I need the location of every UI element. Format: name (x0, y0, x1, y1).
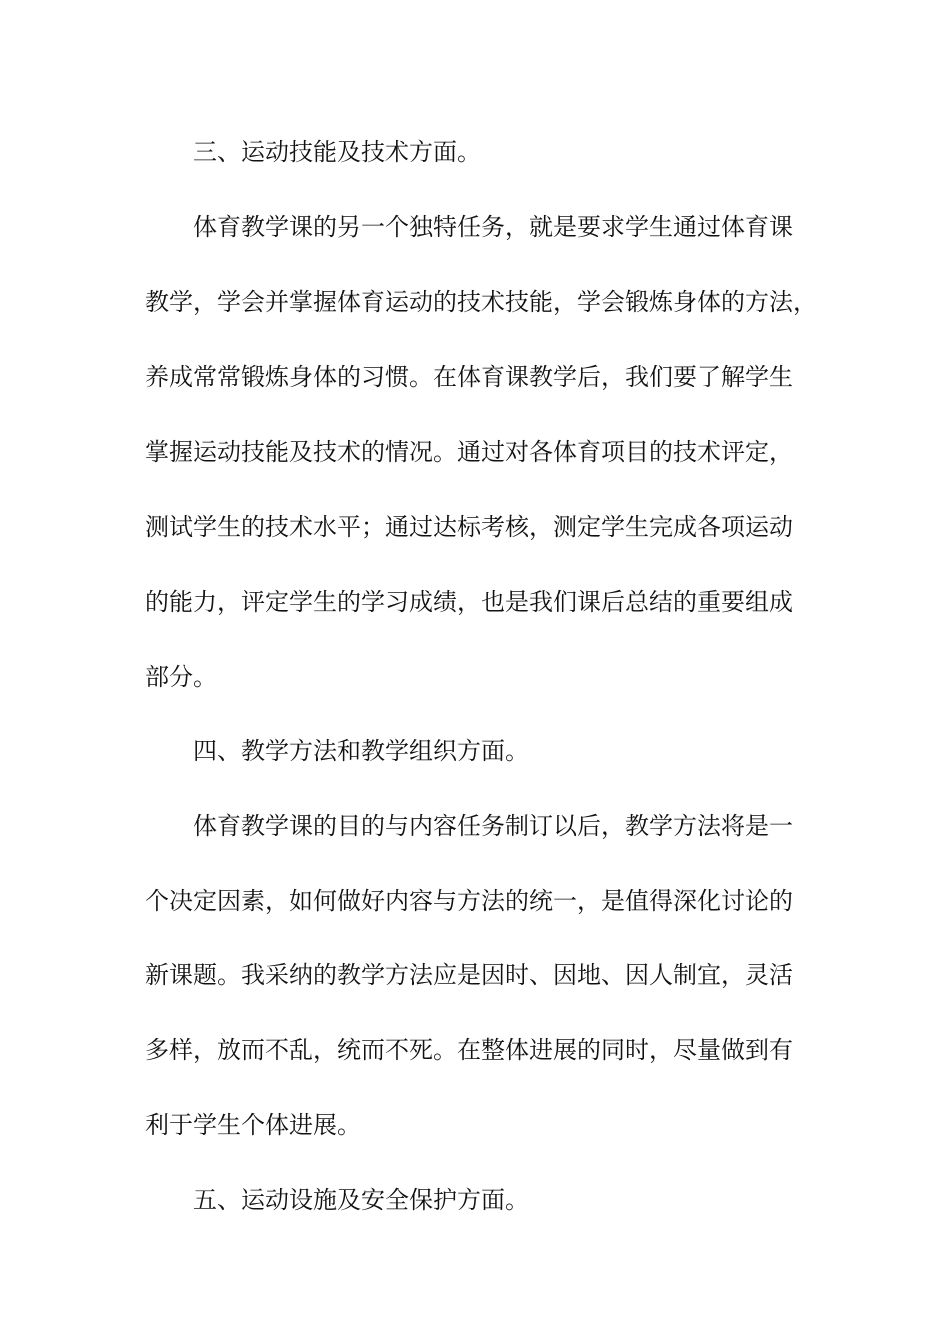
paragraph-line: 测试学生的技术水平；通过达标考核，测定学生完成各项运动 (145, 513, 793, 541)
paragraph-line: 养成常常锻炼身体的习惯。在体育课教学后，我们要了解学生 (145, 363, 793, 391)
paragraph-line: 掌握运动技能及技术的情况。通过对各体育项目的技术评定， (145, 438, 793, 466)
paragraph-line: 新课题。我采纳的教学方法应是因时、因地、因人制宜，灵活 (145, 961, 793, 989)
section-heading-4: 四、教学方法和教学组织方面。 (193, 737, 529, 765)
paragraph-line: 利于学生个体进展。 (145, 1111, 361, 1139)
section-heading-3: 三、运动技能及技术方面。 (193, 138, 481, 166)
paragraph-line: 个决定因素，如何做好内容与方法的统一，是值得深化讨论的 (145, 887, 793, 915)
paragraph-line: 的能力，评定学生的学习成绩，也是我们课后总结的重要组成 (145, 588, 793, 616)
paragraph-line: 多样，放而不乱，统而不死。在整体进展的同时，尽量做到有 (145, 1036, 793, 1064)
paragraph-line: 教学，学会并掌握体育运动的技术技能，学会锻炼身体的方法， (145, 288, 817, 316)
paragraph-line: 体育教学课的目的与内容任务制订以后，教学方法将是一 (193, 812, 793, 840)
section-heading-5: 五、运动设施及安全保护方面。 (193, 1186, 529, 1214)
paragraph-line: 体育教学课的另一个独特任务，就是要求学生通过体育课 (193, 213, 793, 241)
paragraph-line: 部分。 (145, 663, 217, 691)
